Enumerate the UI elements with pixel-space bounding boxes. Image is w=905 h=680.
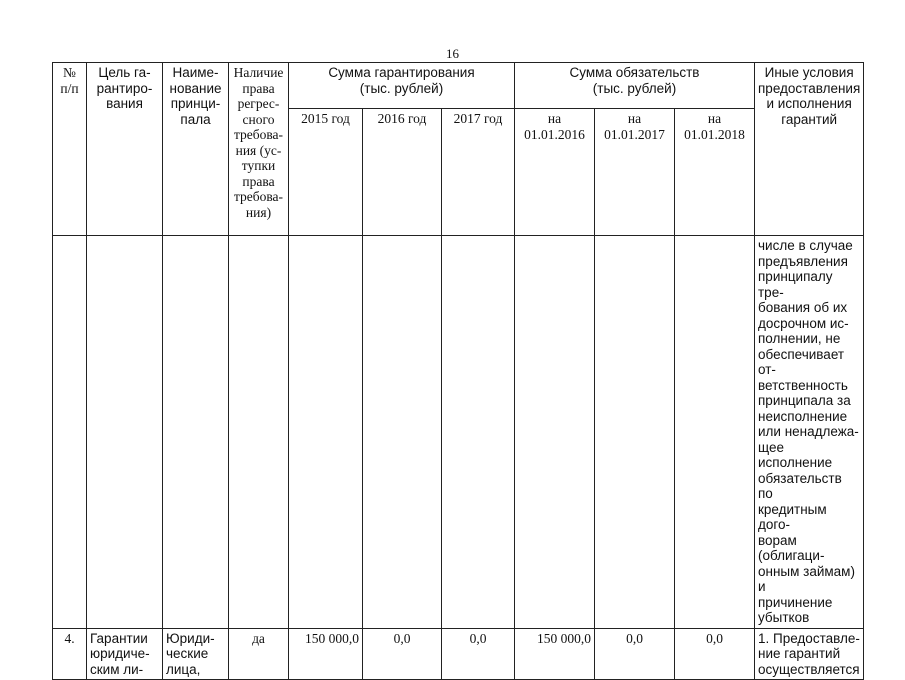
cell-empty — [363, 236, 442, 629]
col-header-date-2017: на 01.01.2017 — [595, 109, 675, 236]
col-header-obligations-sum: Сумма обязательств (тыс. рублей) — [515, 63, 755, 109]
page-number: 16 — [446, 46, 459, 61]
row-4 — [53, 628, 864, 680]
cell-empty — [229, 236, 289, 629]
col-header-year-2017: 2017 год — [442, 109, 515, 236]
cell-guarantee-2016: 0,0 — [363, 628, 442, 680]
cell-purpose: Гарантии юридиче- ским ли- — [87, 628, 163, 680]
cell-obligation-2017: 0,0 — [595, 628, 675, 680]
cell-empty — [595, 236, 675, 629]
col-header-regress: Наличие права регрес- сного требова- ния (ус- тупки права требова- ния) — [229, 63, 289, 236]
cell-empty — [442, 236, 515, 629]
header-row-1 — [53, 63, 864, 109]
cell-obligation-2018: 0,0 — [675, 628, 755, 680]
cell-regress: да — [229, 628, 289, 680]
col-header-guarantee-sum: Сумма гарантирования (тыс. рублей) — [289, 63, 515, 109]
col-header-other-conditions: Иные условия предоставления и исполнения гарантий — [755, 63, 864, 236]
cell-empty — [87, 236, 163, 629]
cell-principal: Юриди- ческие лица, — [163, 628, 229, 680]
guarantees-table — [52, 62, 864, 680]
col-header-date-2018: на 01.01.2018 — [675, 109, 755, 236]
continuation-row — [53, 236, 864, 629]
col-header-purpose: Цель га- рантиро- вания — [87, 63, 163, 236]
col-header-principal: Наиме- нование принци- пала — [163, 63, 229, 236]
cell-obligation-2016: 150 000,0 — [515, 628, 595, 680]
cell-guarantee-2017: 0,0 — [442, 628, 515, 680]
cell-empty — [515, 236, 595, 629]
col-header-date-2016: на 01.01.2016 — [515, 109, 595, 236]
cell-empty — [163, 236, 229, 629]
col-header-year-2015: 2015 год — [289, 109, 363, 236]
col-header-year-2016: 2016 год — [363, 109, 442, 236]
cell-other-conditions-continued: числе в случае предъявления принципалу тре- бования об их досрочном ис- полнении, не обеспечивает от- ветственность принципала за неисполнение или ненадлежа- щее исполнение обязательств по кредитным дого- ворам (облигаци- онным займам) и причинение убытков — [755, 236, 864, 629]
cell-num: 4. — [53, 628, 87, 680]
col-header-num: № п/п — [53, 63, 87, 236]
cell-other-conditions: 1. Предоставле- ние гарантий осуществляется — [755, 628, 864, 680]
cell-guarantee-2015: 150 000,0 — [289, 628, 363, 680]
cell-empty — [289, 236, 363, 629]
cell-empty — [53, 236, 87, 629]
cell-empty — [675, 236, 755, 629]
